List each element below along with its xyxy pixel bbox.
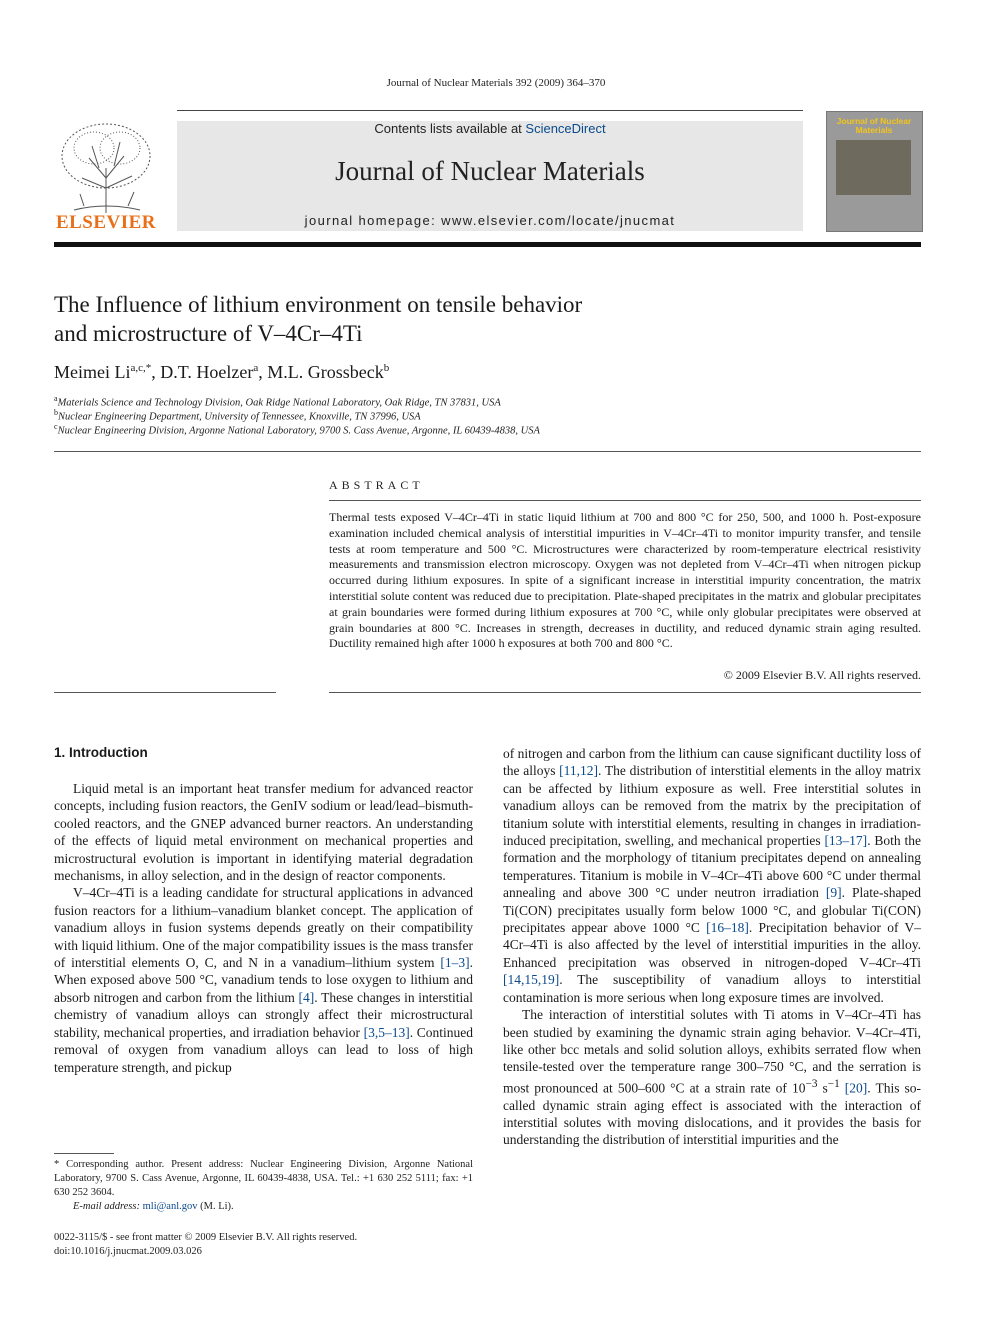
cover-image — [836, 140, 911, 195]
text-run: . Both the formation and the morphology of titanium precipitates depend on annealing temperatures. Titanium is mobile in V–4Cr–4Ti above 600 °C under thermal annealing and above 300 °C under neutron irradiation — [503, 833, 921, 901]
cover-title: Journal of Nuclear Materials — [836, 116, 912, 135]
citation-link[interactable]: [1–3] — [440, 955, 470, 971]
affiliation-text: Nuclear Engineering Division, Argonne National Laboratory, 9700 S. Cass Avenue, Argonne, IL 60439-4838, USA — [57, 425, 540, 437]
text-run: of nitrogen and carbon from the lithium can cause significant ductility loss of the alloys — [503, 746, 921, 779]
citation-link[interactable]: [3,5–13] — [363, 1024, 410, 1040]
footnote-email — [54, 1200, 473, 1214]
affiliation-sup: a — [54, 394, 58, 403]
left-column-rule — [54, 692, 276, 693]
author-list — [54, 362, 389, 383]
citation-link[interactable]: [11,12] — [559, 763, 599, 779]
text-run: . Precipitation behavior of V–4Cr–4Ti is also affected by the level of interstitial impurities in the alloy. Enhanced precipitation was observed in nitrogen-doped V–4Cr–4Ti — [503, 920, 921, 970]
section-heading-introduction: 1. Introduction — [54, 745, 148, 760]
text-run: . The distribution of interstitial elements in the alloy matrix can be affected by lithium exposure as well. Free interstitial solutes in vanadium alloys can be removed from the matrix by the precipitation of titanium solute with interstitial elements, resulting in changes in irradiation-induced precipitation, swelling, and mechanical properties — [503, 763, 921, 849]
footnote-text: * Corresponding author. Present address: Nuclear Engineering Division, Argonne National Laboratory, 9700 S. Cass Avenue, Argonne, IL 60439-4838, USA. Tel.: +1 630 252 5111; fax: +1 630 252 3604. — [54, 1159, 473, 1198]
text-run: s — [817, 1080, 828, 1096]
affiliation-sup: c — [54, 422, 58, 431]
abstract-heading: ABSTRACT — [329, 478, 424, 492]
citation-link[interactable]: [4] — [298, 989, 315, 1005]
text-run: . When exposed above 500 °C, vanadium tends to lose oxygen to lithium and absorb nitrogen and carbon from the lithium — [54, 955, 473, 1005]
affiliation — [54, 394, 501, 409]
text-run: . The susceptibility of vanadium alloys to interstitial contamination is more serious when long exposure times are involved. — [503, 972, 921, 1005]
text-run: V–4Cr–4Ti is a leading candidate for structural applications in advanced fusion reactors for a lithium–vanadium blanket concept. The application of vanadium alloys in fusion systems depends greatly on their compatibility with liquid lithium. One of the major compatibility issues is the mass transfer of interstitial elements O, C, and N in a vanadium–lithium system — [54, 885, 473, 971]
body-column-left — [54, 780, 473, 1076]
paragraph — [503, 1006, 921, 1149]
text-run: . These changes in interstitial chemistry of vanadium alloys can strongly affect their microstructural stability, mechanical properties, and irradiation behavior — [54, 989, 473, 1040]
doi-line[interactable]: doi:10.1016/j.jnucmat.2009.03.026 — [54, 1246, 202, 1257]
affiliation-text: Materials Science and Technology Division, Oak Ridge National Laboratory, Oak Ridge, TN 37831, USA — [57, 397, 501, 409]
abstract-text: Thermal tests exposed V–4Cr–4Ti in static liquid lithium at 700 and 800 °C for 250, 500, and 1000 h. Post-exposure examination included chemical analysis of interstitial impurities in V–4Cr–4Ti to monitor impurity transfer, and tensile tests at room temperature and 500 °C. Microstructures were characterized by room-temperature electrical resistivity measurements and transmission electron microscopy. Oxygen was not depleted from V–4Cr–4Ti when nitrogen pickup occurred during lithium exposures. In spite of a significant increase in interstitial impurity concentration, the matrix interstitial solute content was reduced due to precipitation. Plate-shaped precipitates in the matrix and globular precipitates at grain boundaries were formed during lithium exposures at 700 °C, while only globular precipitates were observed at grain boundaries at 800 °C. Increases in strength, decreases in ductility, and reduced dynamic strain aging resulted. Ductility remained high after 1000 h exposures at both 700 and 800 °C. — [329, 510, 921, 651]
header-rule — [177, 110, 803, 111]
elsevier-wordmark: ELSEVIER — [55, 212, 157, 233]
corresponding-author-footnote — [54, 1158, 473, 1214]
sciencedirect-link[interactable]: ScienceDirect — [525, 121, 606, 136]
title-line-2: and microstructure of V–4Cr–4Ti — [54, 321, 363, 346]
issn-line: 0022-3115/$ - see front matter © 2009 Elsevier B.V. All rights reserved. — [54, 1232, 358, 1243]
header-thick-rule — [54, 242, 921, 247]
journal-citation: Journal of Nuclear Materials 392 (2009) 364–370 — [386, 77, 606, 89]
citation-link[interactable]: [14,15,19] — [503, 972, 560, 988]
author-sup: b — [383, 362, 390, 374]
text-run: . This so-called dynamic strain aging effect is associated with the interaction of interstitial solutes with moving dislocations, and it provides the basis for understanding the distribution of interstitial impurities and the — [503, 1080, 921, 1148]
abstract-bottom-rule — [329, 692, 921, 693]
contents-line — [177, 121, 803, 136]
citation-link[interactable]: [20] — [844, 1080, 868, 1096]
superscript: −1 — [827, 1077, 840, 1090]
body-column-right — [503, 745, 921, 1149]
citation-link[interactable]: [13–17] — [824, 833, 868, 849]
section-rule — [54, 451, 921, 452]
affiliation-sup: b — [54, 408, 58, 417]
author-sup: a,c,* — [130, 362, 152, 374]
citation-link[interactable]: [9] — [825, 885, 842, 901]
paragraph — [54, 884, 473, 1075]
journal-title: Journal of Nuclear Materials — [335, 156, 645, 186]
author-name[interactable]: Meimei Li — [54, 362, 131, 382]
issn-block — [54, 1231, 357, 1259]
footnote-rule — [54, 1153, 114, 1154]
contents-prefix: Contents lists available at — [374, 121, 526, 136]
email-link[interactable]: mli@anl.gov — [142, 1201, 198, 1212]
email-label: E-mail address: — [73, 1201, 143, 1212]
affiliation-text: Nuclear Engineering Department, University of Tennessee, Knoxville, TN 37996, USA — [58, 411, 421, 423]
text-run: . Continued removal of oxygen from vanadium alloys can lead to loss of high temperature strength, and pickup — [54, 1024, 473, 1075]
superscript: −3 — [805, 1077, 818, 1090]
affiliation — [54, 422, 540, 437]
abstract-rule — [329, 500, 921, 501]
text-run: . Plate-shaped Ti(CON) precipitates usually form below 1000 °C, and globular Ti(CON) precipitates appear above 1000 °C — [503, 885, 922, 936]
journal-homepage[interactable]: journal homepage: www.elsevier.com/locate/jnucmat — [304, 213, 676, 228]
author-name[interactable]: , D.T. Hoelzer — [151, 362, 254, 382]
author-sup: a — [253, 362, 259, 374]
citation-link[interactable]: [16–18] — [706, 920, 749, 936]
title-line-1: The Influence of lithium environment on tensile behavior — [54, 292, 583, 317]
email-suffix: (M. Li). — [197, 1201, 234, 1212]
paragraph — [503, 745, 921, 1006]
paragraph: Liquid metal is an important heat transfer medium for advanced reactor concepts, including fusion reactors, the GenIV sodium or lead/lead–bismuth-cooled reactors, and the GNEP advanced burner reactors. An understanding of the effects of liquid metal environment on mechanical properties and microstructural evolution is important in identifying material degradation mechanisms, in alloy selection, and in the design of reactor components. — [54, 781, 473, 884]
author-name[interactable]: , M.L. Grossbeck — [258, 362, 384, 382]
abstract-copyright: © 2009 Elsevier B.V. All rights reserved. — [723, 668, 921, 682]
text-run: The interaction of interstitial solutes with Ti atoms in V–4Cr–4Ti has been studied by examining the dynamic strain aging behavior. V–4Cr–4Ti, like other bcc metals and solid solution alloys, exhibits serrated flow when tensile-tested over the temperature range 300–750 °C, and the serration is most pronounced at 500–600 °C at a strain rate of 10 — [503, 1007, 921, 1096]
article-title — [54, 290, 754, 348]
affiliation — [54, 408, 421, 423]
